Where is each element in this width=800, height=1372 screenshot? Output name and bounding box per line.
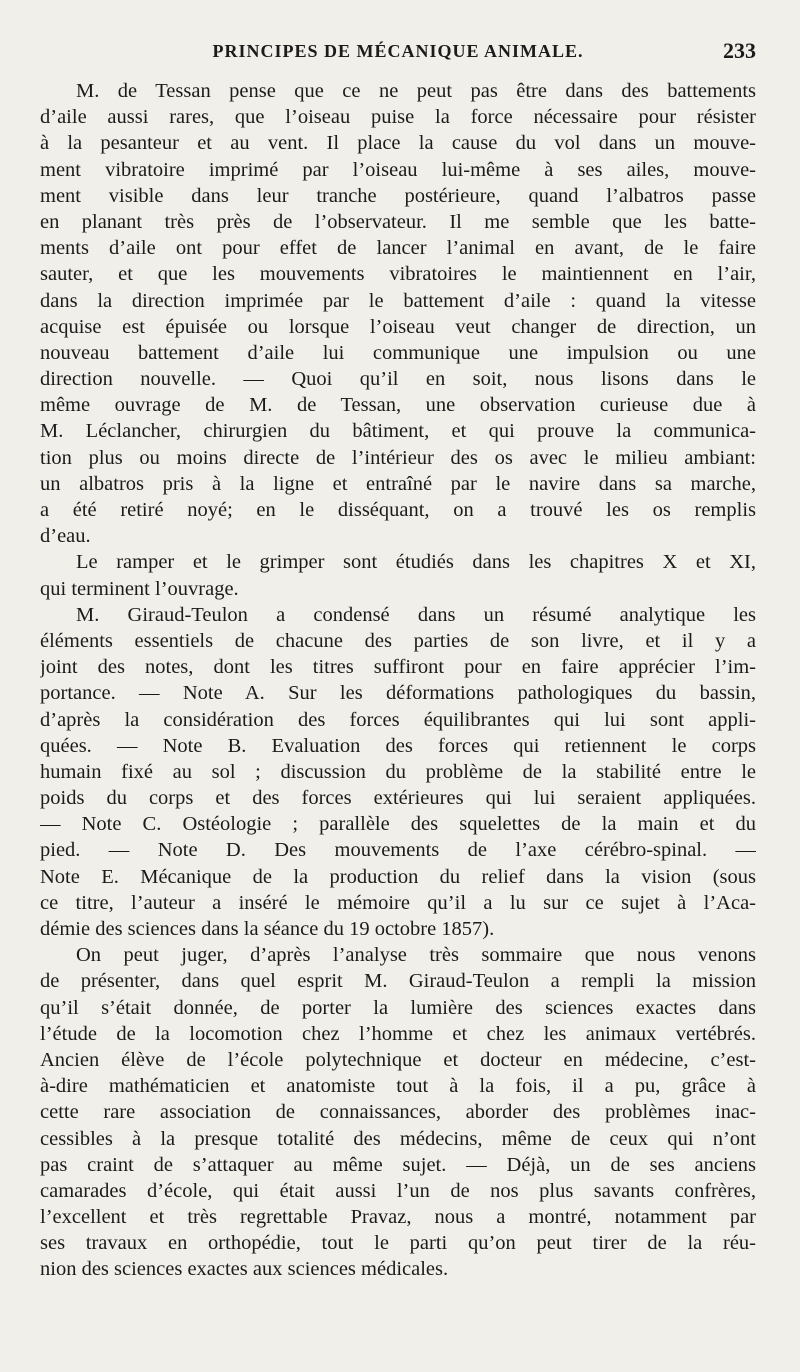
text-line: à la pesanteur et au vent. Il place la cause du vol dans un mouve- — [40, 132, 756, 155]
text-line: d’après la considération des forces équilibrantes qui lui sont appli- — [40, 708, 756, 731]
text-line: Le ramper et le grimper sont étudiés dans les chapitres X et XI, — [76, 551, 756, 574]
text-line: — Note C. Ostéologie ; parallèle des squelettes de la main et du — [40, 813, 756, 836]
text-line: pied. — Note D. Des mouvements de l’axe cérébro-spinal. — — [40, 839, 756, 862]
text-line: camarades d’école, qui était aussi l’un de nos plus savants confrères, — [40, 1179, 756, 1202]
text-line: direction nouvelle. — Quoi qu’il en soit, nous lisons dans le — [40, 368, 756, 391]
text-line: ment visible dans leur tranche postérieure, quand l’albatros passe — [40, 184, 756, 207]
text-line: pas craint de s’attaquer au même sujet. — Déjà, un de ses anciens — [40, 1153, 756, 1176]
text-line: a été retiré noyé; en le disséquant, on a trouvé les os remplis — [40, 499, 756, 521]
text-line: tion plus ou moins directe de l’intérieur des os avec le milieu ambiant: — [40, 446, 756, 469]
text-line: même ouvrage de M. de Tessan, une observation curieuse due à — [40, 394, 756, 417]
text-line: joint des notes, dont les titres suffiront pour en faire apprécier l’im- — [40, 656, 756, 679]
text-line: cessibles à la presque totalité des médecins, même de ceux qui n’ont — [40, 1127, 756, 1150]
text-line: qu’il s’était donnée, de porter la lumière des sciences exactes dans — [40, 996, 756, 1019]
text-line: M. de Tessan pense que ce ne peut pas être dans des battements — [76, 80, 756, 102]
text-line: On peut juger, d’après l’analyse très sommaire que nous venons — [76, 944, 756, 967]
text-line: ment vibratoire imprimé par l’oiseau lui-même à ses ailes, mouve- — [40, 158, 756, 181]
text-line: un albatros pris à la ligne et entraîné par le navire dans sa marche, — [40, 472, 756, 495]
text-line: à-dire mathématicien et anatomiste tout à la fois, il a pu, grâce à — [40, 1075, 756, 1098]
text-line: éléments essentiels de chacune des parties de son livre, et il y a — [40, 629, 756, 652]
text-line: portance. — Note A. Sur les déformations pathologiques du bassin, — [40, 682, 756, 705]
text-line: cette rare association de connaissances, aborder des problèmes inac- — [40, 1101, 756, 1124]
text-line: ments d’aile ont pour effet de lancer l’animal en avant, de le faire — [40, 237, 756, 260]
text-line: l’étude de la locomotion chez l’homme et chez les animaux vertébrés. — [40, 1022, 756, 1045]
text-line: M. Giraud-Teulon a condensé dans un résumé analytique les — [76, 603, 756, 626]
text-line: nouveau battement d’aile lui communique une impulsion ou une — [40, 341, 756, 364]
text-line: Note E. Mécanique de la production du relief dans la vision (sous — [40, 865, 756, 888]
text-line: d’aile aussi rares, que l’oiseau puise la force nécessaire pour résister — [40, 106, 756, 129]
text-line: sauter, et que les mouvements vibratoires le maintiennent en l’air, — [40, 263, 756, 286]
text-line: ses travaux en orthopédie, tout le parti qu’on peut tirer de la réu- — [40, 1232, 756, 1255]
text-line: ce titre, l’auteur a inséré le mémoire qu’il a lu sur ce sujet à l’Aca- — [40, 891, 756, 914]
text-line: quées. — Note B. Evaluation des forces qui retiennent le corps — [40, 734, 756, 757]
text-line: qui terminent l’ouvrage. — [40, 577, 239, 600]
text-line: de présenter, dans quel esprit M. Giraud-Teulon a rempli la mission — [40, 970, 756, 993]
running-head — [40, 36, 756, 66]
text-line: démie des sciences dans la séance du 19 octobre 1857). — [40, 918, 495, 940]
text-line: d’eau. — [40, 525, 91, 548]
running-title: PRINCIPES DE MÉCANIQUE ANIMALE. — [212, 41, 584, 61]
text-line: en planant très près de l’observateur. Il me semble que les batte- — [40, 210, 756, 233]
text-line: nion des sciences exactes aux sciences médicales. — [40, 1258, 449, 1281]
text-line: acquise est épuisée ou lorsque l’oiseau veut changer de direction, un — [40, 315, 756, 338]
text-line: M. Léclancher, chirurgien du bâtiment, et qui prouve la communica- — [40, 420, 756, 443]
body-text — [40, 78, 756, 1283]
page-number: 233 — [723, 38, 756, 63]
text-line: humain fixé au sol ; discussion du problème de la stabilité entre le — [40, 760, 756, 783]
text-line: dans la direction imprimée par le battement d’aile : quand la vitesse — [40, 289, 756, 312]
text-line: poids du corps et des forces extérieures qui lui seraient appliquées. — [40, 787, 756, 810]
text-line: l’excellent et très regrettable Pravaz, nous a montré, notamment par — [40, 1206, 756, 1229]
text-line: Ancien élève de l’école polytechnique et docteur en médecine, c’est- — [40, 1048, 756, 1071]
